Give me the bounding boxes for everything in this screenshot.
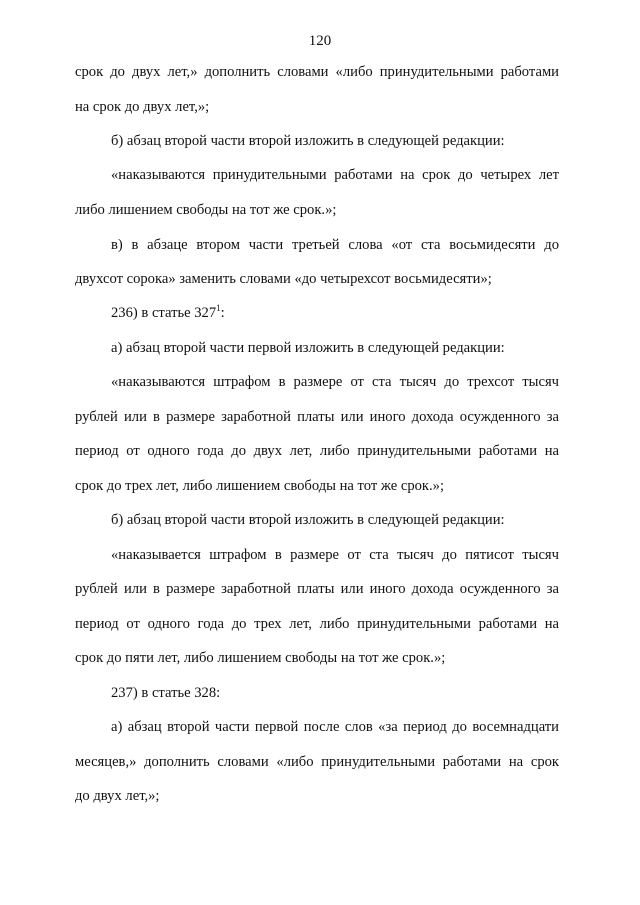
text-line: а) абзац второй части первой после слов «за период до восемнадцати	[111, 719, 559, 735]
text-line: период от одного года до двух лет, либо принудительными работами на	[75, 443, 559, 459]
text-line: 237) в статье 328:	[111, 685, 221, 701]
article-heading	[111, 303, 559, 323]
text-line: двухсот сорока» заменить словами «до четырехсот восьмидесяти»;	[75, 271, 492, 287]
text-line: срок до трех лет, либо лишением свободы на тот же срок.»;	[75, 478, 445, 494]
text-line: срок до пяти лет, либо лишением свободы на тот же срок.»;	[75, 650, 446, 666]
text-line: срок до двух лет,» дополнить словами «либо принудительными работами	[75, 64, 559, 80]
superscript: 1	[216, 303, 221, 313]
text-line: в) в абзаце втором части третьей слова «от ста восьмидесяти до	[111, 237, 559, 253]
text-line: а) абзац второй части первой изложить в следующей редакции:	[111, 340, 505, 356]
text-line: 236) в статье 327	[111, 305, 217, 321]
text-line: «наказываются принудительными работами на срок до четырех лет	[111, 167, 559, 183]
page-number: 120	[308, 33, 332, 49]
text-line: до двух лет,»;	[75, 788, 160, 804]
text-line: период от одного года до трех лет, либо принудительными работами на	[75, 616, 559, 632]
superscript-suffix: :	[220, 305, 225, 321]
text-line: «наказывается штрафом в размере от ста тысяч до пятисот тысяч	[111, 547, 559, 563]
text-line: месяцев,» дополнить словами «либо принудительными работами на срок	[75, 754, 559, 770]
text-line: б) абзац второй части второй изложить в следующей редакции:	[111, 133, 505, 149]
text-line: рублей или в размере заработной платы или иного дохода осужденного за	[75, 409, 559, 425]
text-line: б) абзац второй части второй изложить в следующей редакции:	[111, 512, 505, 528]
text-line: «наказываются штрафом в размере от ста тысяч до трехсот тысяч	[111, 374, 559, 390]
text-line: либо лишением свободы на тот же срок.»;	[75, 202, 337, 218]
text-line: на срок до двух лет,»;	[75, 99, 210, 115]
text-line: рублей или в размере заработной платы или иного дохода осужденного за	[75, 581, 559, 597]
